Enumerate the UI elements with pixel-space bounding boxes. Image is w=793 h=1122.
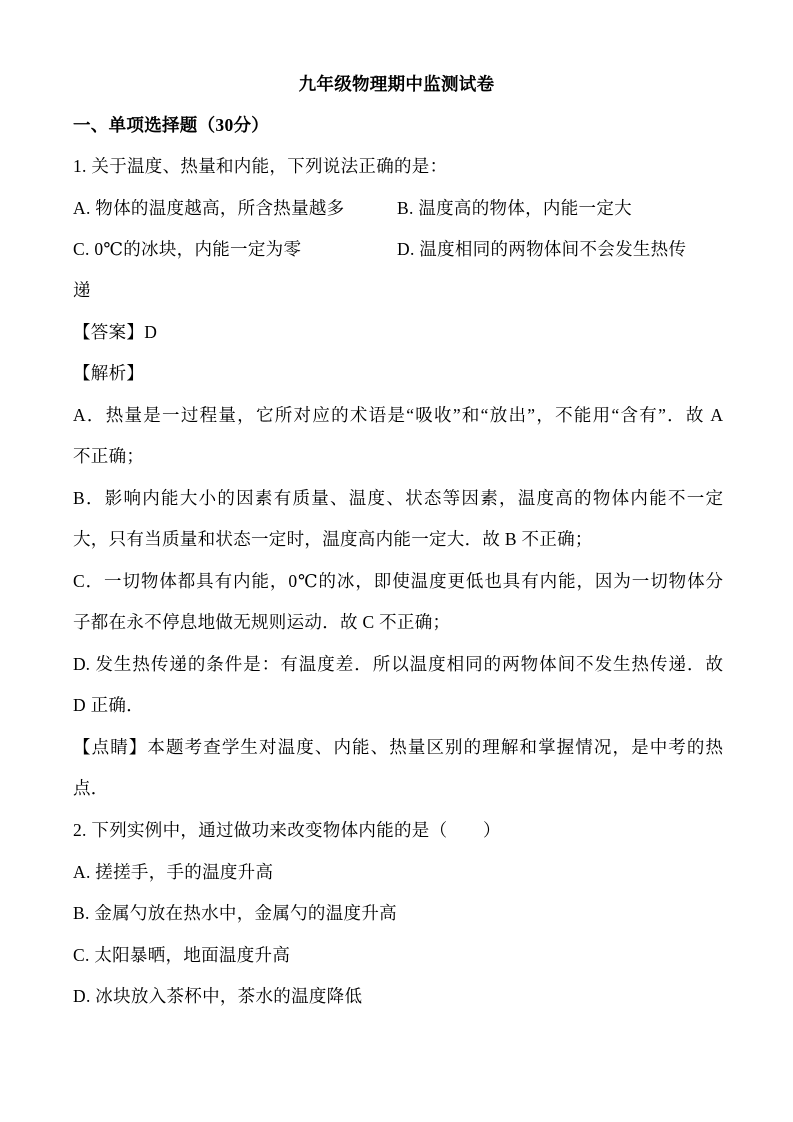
analysis-d-line1: D. 发生热传递的条件是：有温度差．所以温度相同的两物体间不发生热传递．故 [73,654,723,674]
analysis-b-line2: 大，只有当质量和状态一定时，温度高内能一定大．故 B 不正确； [73,529,593,549]
q1-stem: 1. 关于温度、热量和内能，下列说法正确的是： [73,156,448,176]
q1-option-b: B. 温度高的物体，内能一定大 [397,198,632,218]
page-title: 九年级物理期中监测试卷 [298,74,495,94]
q2-option-b: B. 金属勺放在热水中，金属勺的温度升高 [73,903,397,923]
q2-option-d: D. 冰块放入茶杯中，茶水的温度降低 [73,986,363,1006]
analysis-d-line2: D 正确． [73,695,145,715]
q1-answer: 【答案】D [73,322,158,342]
analysis-c-line1: C．一切物体都具有内能，0℃的冰，即使温度更低也具有内能，因为一切物体分 [73,571,723,591]
analysis-a-line1: A．热量是一过程量，它所对应的术语是“吸收”和“放出”，不能用“含有”．故 A [73,405,723,425]
q2-stem: 2. 下列实例中，通过做功来改变物体内能的是（ ） [73,820,501,840]
analysis-c-line2: 子都在永不停息地做无规则运动．故 C 不正确； [73,612,451,632]
q1-option-a: A. 物体的温度越高，所含热量越多 [73,198,345,218]
analysis-b-line1: B．影响内能大小的因素有质量、温度、状态等因素，温度高的物体内能不一定 [73,488,723,508]
q1-option-c: C. 0℃的冰块，内能一定为零 [73,239,302,259]
q1-option-d: D. 温度相同的两物体间不会发生热传 [397,239,687,259]
q1-comment-line1: 【点睛】本题考查学生对温度、内能、热量区别的理解和掌握情况，是中考的热 [73,737,723,757]
q1-comment-line2: 点． [73,778,109,798]
q2-option-c: C. 太阳暴晒，地面温度升高 [73,945,291,965]
analysis-a-line2: 不正确； [73,446,145,466]
q1-analysis-label: 【解析】 [73,363,145,383]
section-heading: 一、单项选择题（30分） [73,115,270,135]
q2-option-a: A. 搓搓手，手的温度升高 [73,862,274,882]
q1-option-d-cont: 递 [73,280,91,300]
